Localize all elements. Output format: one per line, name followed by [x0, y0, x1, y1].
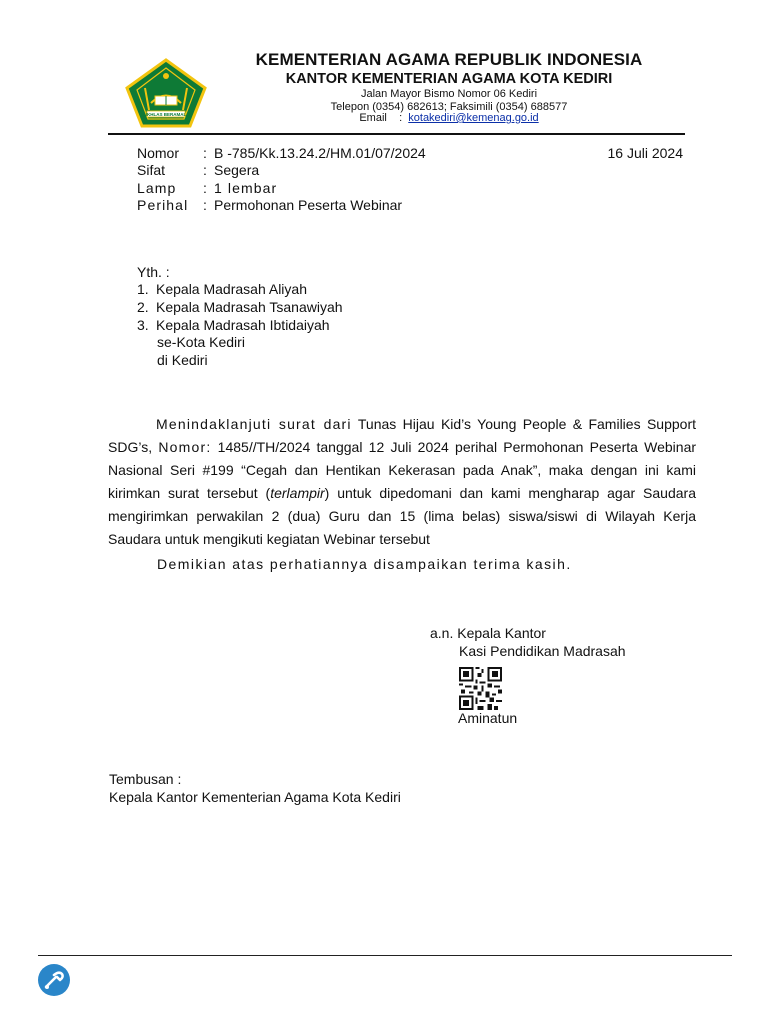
header-divider — [108, 133, 685, 135]
meta-label-nomor: Nomor — [137, 145, 180, 161]
closing-paragraph: Demikian atas perhatiannya disampaikan terima kasih. — [157, 556, 572, 572]
meta-value-lamp: 1 lembar — [214, 180, 278, 196]
ministry-emblem-icon — [125, 58, 207, 128]
recipient-item: Kepala Madrasah Ibtidaiyah — [156, 317, 330, 333]
body-paragraph — [108, 413, 696, 551]
meta-value-sifat: Segera — [214, 162, 260, 178]
office-address: Jalan Mayor Bismo Nomor 06 Kediri — [360, 88, 538, 100]
ministry-title: KEMENTERIAN AGAMA REPUBLIK INDONESIA — [255, 50, 643, 69]
email-link[interactable]: kotakediri@kemenag.go.id — [408, 112, 539, 124]
meta-label-lamp: Lamp — [137, 180, 177, 196]
letter-date: 16 Juli 2024 — [607, 145, 683, 161]
body-opening: Menindaklanjuti surat dari — [156, 416, 352, 432]
body-italic: terlampir — [270, 485, 325, 501]
body-number-label: Nomor: — [158, 439, 212, 455]
meta-colon: : — [203, 197, 207, 213]
meta-colon: : — [203, 145, 207, 161]
recipient-num: 1. — [137, 281, 149, 297]
body-text-end: ) untuk dipedomani dan kami mengharap agar Saudara mengirimkan perwakilan 2 (dua) Guru dan 15 (lima belas) siswa/siswi di Wilayah Kerja Saudara untuk mengikuti kegiatan Webinar tersebut — [108, 485, 696, 547]
qr-code-icon — [459, 667, 502, 710]
office-title: KANTOR KEMENTERIAN AGAMA KOTA KEDIRI — [285, 71, 613, 87]
svg-text:IKHLAS BERAMAL: IKHLAS BERAMAL — [145, 112, 187, 117]
meta-label-sifat: Sifat — [137, 162, 166, 178]
recipient-num: 3. — [137, 317, 149, 333]
cc-label: Tembusan : — [109, 771, 182, 787]
body-text: 1485//TH/2024 tanggal 12 Juli 2024 perihal Permohonan Peserta Webinar Nasional Seri #199 “Cegah dan Hentikan Kekerasan pada Anak”, maka dengan ini kami kirimkan surat tersebut ( — [108, 439, 697, 501]
meta-label-perihal: Perihal — [137, 197, 189, 213]
office-phone: Telepon (0354) 682613; Faksimili (0354) 688577 — [330, 101, 568, 113]
body-source: Tunas Hijau Kid’s Young People & Families Support SDG’s, — [108, 416, 697, 455]
signature-position: Kasi Pendidikan Madrasah — [459, 643, 626, 659]
cc-recipient: Kepala Kantor Kementerian Agama Kota Kediri — [109, 789, 401, 805]
recipient-place: di Kediri — [157, 352, 208, 368]
meta-colon: : — [203, 162, 207, 178]
footer-divider — [38, 955, 732, 956]
office-email — [214, 112, 684, 124]
salutation: Yth. : — [137, 264, 170, 280]
email-label: Email — [359, 112, 387, 124]
recipient-item: Kepala Madrasah Tsanawiyah — [156, 299, 343, 315]
recipient-item: Kepala Madrasah Aliyah — [156, 281, 307, 297]
meta-colon: : — [203, 180, 207, 196]
meta-value-perihal: Permohonan Peserta Webinar — [214, 197, 403, 213]
recipient-num: 2. — [137, 299, 149, 315]
meta-value-nomor: B -785/Kk.13.24.2/HM.01/07/2024 — [214, 145, 426, 161]
signature-name: Aminatun — [458, 710, 518, 726]
recipient-region: se-Kota Kediri — [157, 334, 245, 350]
scribd-badge-icon[interactable] — [37, 963, 71, 997]
signature-on-behalf: a.n. Kepala Kantor — [430, 625, 546, 641]
email-colon: : — [399, 112, 403, 124]
